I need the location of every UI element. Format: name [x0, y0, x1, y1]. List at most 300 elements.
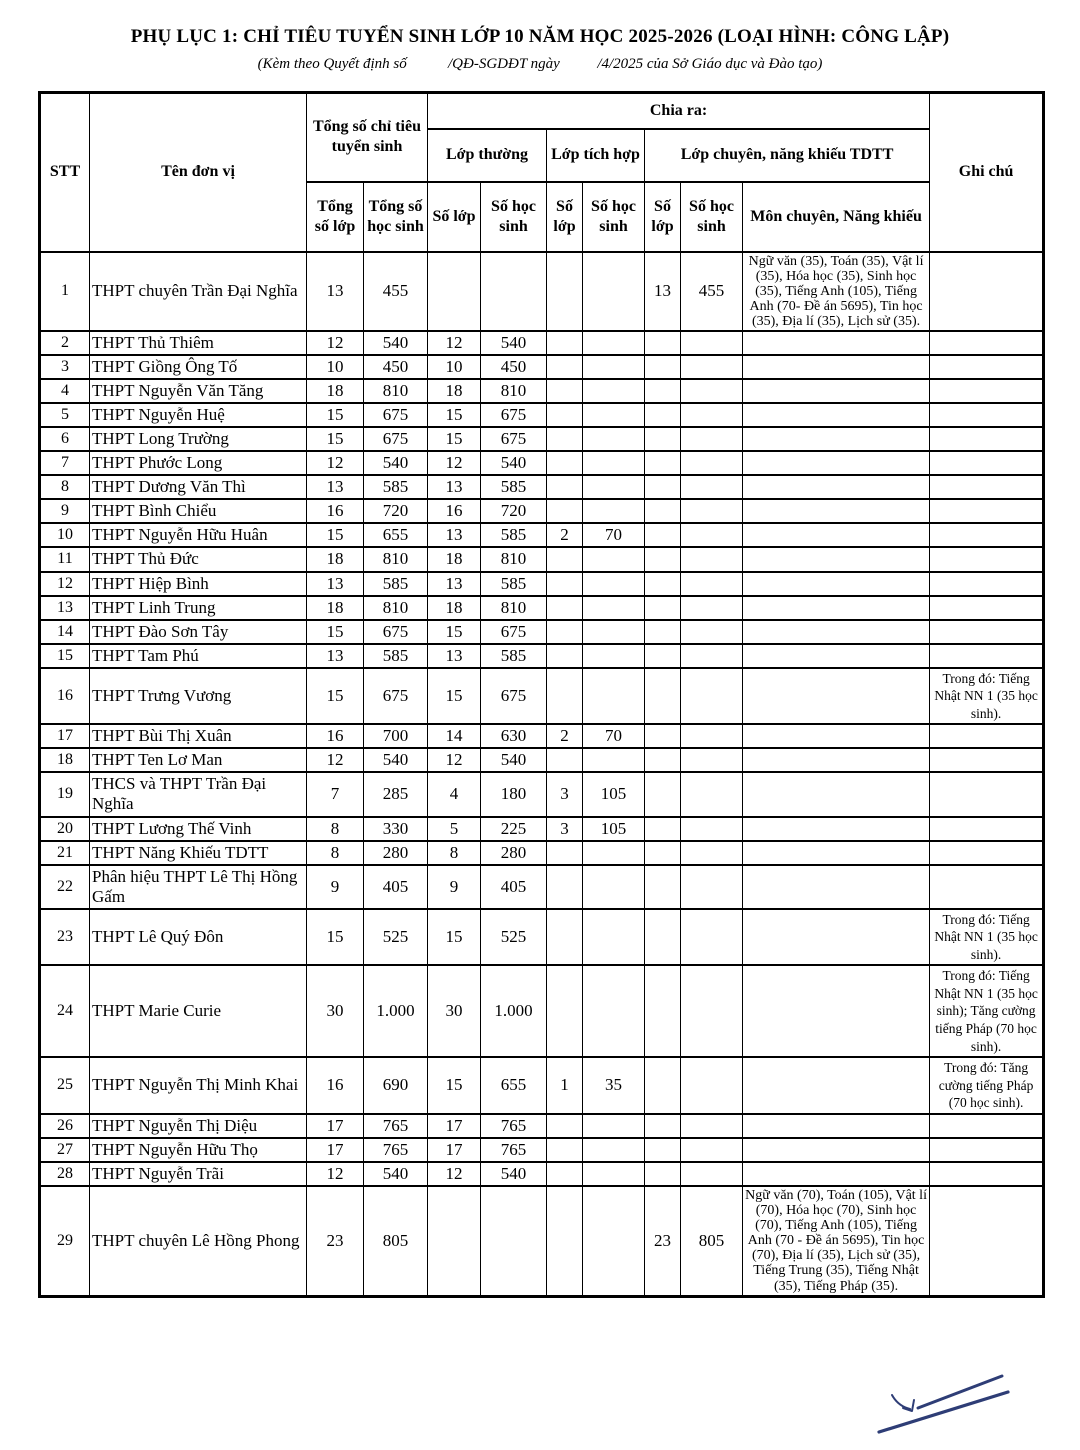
- row-note: [930, 451, 1044, 475]
- total-classes: 17: [307, 1138, 364, 1162]
- integrated-students: [583, 909, 645, 966]
- specialized-subjects: [743, 499, 930, 523]
- specialized-subjects: [743, 772, 930, 816]
- page-subtitle: (Kèm theo Quyết định số /QĐ-SGDĐT ngày /4/2025 của Sở Giáo dục và Đào tạo): [257, 56, 823, 72]
- header-specialized-classes: Số lớp: [645, 182, 681, 252]
- specialized-students: [681, 748, 743, 772]
- specialized-students: [681, 355, 743, 379]
- regular-students: 655: [481, 1057, 547, 1114]
- total-classes: 13: [307, 644, 364, 668]
- total-classes: 15: [307, 620, 364, 644]
- row-number: 14: [40, 620, 90, 644]
- integrated-classes: [547, 331, 583, 355]
- regular-classes: 12: [428, 451, 481, 475]
- regular-classes: 17: [428, 1114, 481, 1138]
- specialized-classes: [645, 748, 681, 772]
- specialized-classes: [645, 572, 681, 596]
- total-students: 675: [364, 427, 428, 451]
- row-number: 12: [40, 572, 90, 596]
- table-row: [40, 668, 1044, 725]
- school-name: THPT Bùi Thị Xuân: [90, 724, 307, 748]
- specialized-classes: [645, 427, 681, 451]
- total-students: 810: [364, 596, 428, 620]
- school-name: THPT Ten Lơ Man: [90, 748, 307, 772]
- specialized-subjects: [743, 724, 930, 748]
- regular-classes: 18: [428, 547, 481, 571]
- regular-students: 810: [481, 379, 547, 403]
- header-specialized-students: Số học sinh: [681, 182, 743, 252]
- integrated-students: [583, 379, 645, 403]
- integrated-students: [583, 1114, 645, 1138]
- specialized-subjects: [743, 547, 930, 571]
- integrated-classes: [547, 252, 583, 332]
- total-classes: 15: [307, 403, 364, 427]
- specialized-classes: [645, 909, 681, 966]
- total-students: 285: [364, 772, 428, 816]
- row-note: [930, 252, 1044, 332]
- table-row: [40, 1057, 1044, 1114]
- row-number: 8: [40, 475, 90, 499]
- specialized-students: [681, 1057, 743, 1114]
- total-students: 455: [364, 252, 428, 332]
- specialized-subjects: [743, 427, 930, 451]
- regular-classes: 15: [428, 668, 481, 725]
- regular-classes: 4: [428, 772, 481, 816]
- regular-classes: 13: [428, 644, 481, 668]
- total-classes: 13: [307, 572, 364, 596]
- integrated-students: [583, 1138, 645, 1162]
- total-classes: 16: [307, 499, 364, 523]
- specialized-subjects: [743, 1138, 930, 1162]
- table-row: [40, 865, 1044, 909]
- row-number: 2: [40, 331, 90, 355]
- total-classes: 15: [307, 523, 364, 547]
- total-students: 280: [364, 841, 428, 865]
- regular-students: 765: [481, 1138, 547, 1162]
- header-unit-name: Tên đơn vị: [90, 93, 307, 252]
- integrated-students: [583, 547, 645, 571]
- integrated-classes: [547, 620, 583, 644]
- integrated-students: [583, 865, 645, 909]
- row-number: 9: [40, 499, 90, 523]
- regular-students: 675: [481, 403, 547, 427]
- integrated-classes: 2: [547, 523, 583, 547]
- table-row: [40, 965, 1044, 1057]
- integrated-students: [583, 965, 645, 1057]
- total-students: 525: [364, 909, 428, 966]
- specialized-subjects: [743, 523, 930, 547]
- school-name: THPT Tam Phú: [90, 644, 307, 668]
- regular-classes: 10: [428, 355, 481, 379]
- integrated-classes: [547, 1162, 583, 1186]
- table-row: [40, 1138, 1044, 1162]
- regular-students: 180: [481, 772, 547, 816]
- integrated-classes: [547, 475, 583, 499]
- table-row: [40, 596, 1044, 620]
- total-students: 540: [364, 748, 428, 772]
- regular-classes: 15: [428, 1057, 481, 1114]
- specialized-students: [681, 403, 743, 427]
- specialized-students: [681, 499, 743, 523]
- school-name: THPT Nguyễn Thị Minh Khai: [90, 1057, 307, 1114]
- table-row: [40, 379, 1044, 403]
- total-classes: 15: [307, 909, 364, 966]
- header-integrated-students: Số học sinh: [583, 182, 645, 252]
- school-name: THPT Phước Long: [90, 451, 307, 475]
- regular-students: 525: [481, 909, 547, 966]
- row-note: [930, 596, 1044, 620]
- total-students: 585: [364, 572, 428, 596]
- specialized-classes: 13: [645, 252, 681, 332]
- school-name: THPT Marie Curie: [90, 965, 307, 1057]
- specialized-students: 805: [681, 1186, 743, 1296]
- integrated-classes: [547, 427, 583, 451]
- row-note: [930, 620, 1044, 644]
- integrated-classes: [547, 572, 583, 596]
- specialized-subjects: [743, 475, 930, 499]
- header-breakdown: Chia ra:: [428, 93, 930, 129]
- row-number: 20: [40, 817, 90, 841]
- handwritten-signature: [852, 1363, 1027, 1445]
- specialized-classes: [645, 644, 681, 668]
- specialized-students: [681, 427, 743, 451]
- specialized-students: [681, 572, 743, 596]
- total-classes: 15: [307, 427, 364, 451]
- row-note: Trong đó: Tiếng Nhật NN 1 (35 học sinh); Tăng cường tiếng Pháp (70 học sinh).: [930, 965, 1044, 1057]
- specialized-subjects: [743, 355, 930, 379]
- regular-classes: 13: [428, 523, 481, 547]
- row-note: [930, 1162, 1044, 1186]
- regular-students: 540: [481, 1162, 547, 1186]
- regular-classes: 16: [428, 499, 481, 523]
- row-note: [930, 841, 1044, 865]
- integrated-students: 35: [583, 1057, 645, 1114]
- total-classes: 12: [307, 748, 364, 772]
- specialized-students: [681, 547, 743, 571]
- row-note: [930, 379, 1044, 403]
- row-note: [930, 523, 1044, 547]
- specialized-subjects: [743, 403, 930, 427]
- regular-classes: 14: [428, 724, 481, 748]
- header-integrated-class: Lớp tích hợp: [547, 129, 645, 182]
- specialized-subjects: [743, 451, 930, 475]
- row-number: 24: [40, 965, 90, 1057]
- row-note: [930, 1138, 1044, 1162]
- school-name: THPT Dương Văn Thì: [90, 475, 307, 499]
- header-regular-students: Số học sinh: [481, 182, 547, 252]
- school-name: THPT Nguyễn Thị Diệu: [90, 1114, 307, 1138]
- integrated-students: [583, 644, 645, 668]
- total-classes: 13: [307, 252, 364, 332]
- table-header: [40, 93, 1044, 252]
- row-number: 13: [40, 596, 90, 620]
- row-note: [930, 724, 1044, 748]
- total-classes: 18: [307, 596, 364, 620]
- integrated-classes: [547, 499, 583, 523]
- regular-classes: 5: [428, 817, 481, 841]
- signature-strokes: [879, 1376, 1008, 1432]
- specialized-subjects: [743, 620, 930, 644]
- integrated-classes: 3: [547, 817, 583, 841]
- row-note: [930, 865, 1044, 909]
- integrated-classes: [547, 644, 583, 668]
- specialized-students: [681, 379, 743, 403]
- integrated-classes: [547, 909, 583, 966]
- integrated-classes: 1: [547, 1057, 583, 1114]
- specialized-subjects: [743, 1114, 930, 1138]
- total-classes: 12: [307, 451, 364, 475]
- total-students: 540: [364, 331, 428, 355]
- row-number: 4: [40, 379, 90, 403]
- integrated-students: [583, 1162, 645, 1186]
- integrated-classes: [547, 668, 583, 725]
- table-row: [40, 331, 1044, 355]
- regular-students: 405: [481, 865, 547, 909]
- integrated-students: 105: [583, 772, 645, 816]
- regular-classes: 12: [428, 331, 481, 355]
- regular-classes: 15: [428, 403, 481, 427]
- regular-classes: 15: [428, 620, 481, 644]
- integrated-classes: [547, 865, 583, 909]
- specialized-classes: [645, 499, 681, 523]
- regular-students: 585: [481, 644, 547, 668]
- school-name: THCS và THPT Trần Đại Nghĩa: [90, 772, 307, 816]
- table-row: [40, 355, 1044, 379]
- header-specialized-class: Lớp chuyên, năng khiếu TDTT: [645, 129, 930, 182]
- table-row: [40, 909, 1044, 966]
- specialized-students: [681, 620, 743, 644]
- page-title: PHỤ LỤC 1: CHỈ TIÊU TUYỂN SINH LỚP 10 NĂM HỌC 2025-2026 (LOẠI HÌNH: CÔNG LẬP): [130, 26, 950, 47]
- integrated-students: [583, 499, 645, 523]
- table-row: [40, 475, 1044, 499]
- school-name: THPT Lê Quý Đôn: [90, 909, 307, 966]
- integrated-classes: [547, 965, 583, 1057]
- school-name: THPT Nguyễn Văn Tăng: [90, 379, 307, 403]
- integrated-classes: 2: [547, 724, 583, 748]
- integrated-students: 70: [583, 724, 645, 748]
- regular-students: [481, 1186, 547, 1296]
- total-students: 540: [364, 1162, 428, 1186]
- row-note: [930, 644, 1044, 668]
- total-students: 675: [364, 668, 428, 725]
- total-students: 1.000: [364, 965, 428, 1057]
- row-note: [930, 572, 1044, 596]
- specialized-classes: [645, 355, 681, 379]
- specialized-subjects: [743, 572, 930, 596]
- table-row: [40, 1186, 1044, 1296]
- integrated-classes: [547, 1186, 583, 1296]
- integrated-classes: [547, 403, 583, 427]
- row-note: [930, 1114, 1044, 1138]
- total-classes: 10: [307, 355, 364, 379]
- total-students: 330: [364, 817, 428, 841]
- total-classes: 12: [307, 331, 364, 355]
- school-name: THPT Năng Khiếu TDTT: [90, 841, 307, 865]
- table-row: [40, 724, 1044, 748]
- specialized-classes: [645, 1162, 681, 1186]
- total-classes: 8: [307, 841, 364, 865]
- regular-classes: 18: [428, 379, 481, 403]
- table-row: [40, 523, 1044, 547]
- regular-classes: 15: [428, 909, 481, 966]
- specialized-subjects: [743, 748, 930, 772]
- specialized-students: 455: [681, 252, 743, 332]
- row-number: 15: [40, 644, 90, 668]
- regular-classes: 30: [428, 965, 481, 1057]
- regular-classes: 8: [428, 841, 481, 865]
- regular-students: 810: [481, 547, 547, 571]
- table-row: [40, 644, 1044, 668]
- total-students: 655: [364, 523, 428, 547]
- specialized-students: [681, 817, 743, 841]
- specialized-students: [681, 909, 743, 966]
- integrated-classes: [547, 451, 583, 475]
- school-name: THPT Hiệp Bình: [90, 572, 307, 596]
- header-regular-classes: Số lớp: [428, 182, 481, 252]
- integrated-students: [583, 355, 645, 379]
- row-note: [930, 403, 1044, 427]
- header-specialized-subjects: Môn chuyên, Năng khiếu: [743, 182, 930, 252]
- row-number: 28: [40, 1162, 90, 1186]
- row-note: [930, 772, 1044, 816]
- regular-students: 540: [481, 331, 547, 355]
- table-row: [40, 748, 1044, 772]
- total-classes: 15: [307, 668, 364, 725]
- specialized-students: [681, 668, 743, 725]
- specialized-classes: [645, 668, 681, 725]
- integrated-students: [583, 451, 645, 475]
- row-number: 25: [40, 1057, 90, 1114]
- specialized-subjects: [743, 865, 930, 909]
- specialized-students: [681, 523, 743, 547]
- row-note: [930, 331, 1044, 355]
- table-row: [40, 427, 1044, 451]
- total-classes: 16: [307, 1057, 364, 1114]
- regular-students: 675: [481, 427, 547, 451]
- regular-students: 810: [481, 596, 547, 620]
- regular-students: 585: [481, 475, 547, 499]
- regular-students: 540: [481, 748, 547, 772]
- integrated-classes: [547, 748, 583, 772]
- table-row: [40, 547, 1044, 571]
- row-note: [930, 427, 1044, 451]
- integrated-classes: [547, 1138, 583, 1162]
- integrated-students: [583, 331, 645, 355]
- specialized-subjects: Ngữ văn (70), Toán (105), Vật lí (70), Hóa học (70), Sinh học (70), Tiếng Anh (105), Tiếng Anh (70 - Đề án 5695), Tin học (70), Địa lí (35), Lịch sử (35), Tiếng Trung (35), Tiếng Nhật (35), Tiếng Pháp (35).: [743, 1186, 930, 1296]
- total-students: 450: [364, 355, 428, 379]
- regular-students: 585: [481, 572, 547, 596]
- integrated-classes: [547, 841, 583, 865]
- specialized-classes: [645, 1057, 681, 1114]
- total-students: 690: [364, 1057, 428, 1114]
- integrated-students: [583, 596, 645, 620]
- integrated-students: [583, 841, 645, 865]
- row-note: Trong đó: Tiếng Nhật NN 1 (35 học sinh).: [930, 668, 1044, 725]
- regular-classes: 15: [428, 427, 481, 451]
- total-students: 585: [364, 644, 428, 668]
- school-name: THPT chuyên Lê Hồng Phong: [90, 1186, 307, 1296]
- specialized-classes: 23: [645, 1186, 681, 1296]
- regular-classes: 12: [428, 748, 481, 772]
- total-students: 700: [364, 724, 428, 748]
- specialized-classes: [645, 724, 681, 748]
- table-row: [40, 451, 1044, 475]
- specialized-classes: [645, 817, 681, 841]
- total-classes: 13: [307, 475, 364, 499]
- integrated-students: [583, 748, 645, 772]
- specialized-subjects: [743, 379, 930, 403]
- integrated-students: 105: [583, 817, 645, 841]
- regular-classes: 17: [428, 1138, 481, 1162]
- regular-students: 675: [481, 668, 547, 725]
- total-students: 720: [364, 499, 428, 523]
- row-number: 17: [40, 724, 90, 748]
- header-integrated-classes: Số lớp: [547, 182, 583, 252]
- specialized-subjects: [743, 909, 930, 966]
- integrated-classes: 3: [547, 772, 583, 816]
- integrated-students: [583, 668, 645, 725]
- total-classes: 17: [307, 1114, 364, 1138]
- specialized-classes: [645, 547, 681, 571]
- school-name: THPT Trưng Vương: [90, 668, 307, 725]
- table-row: [40, 620, 1044, 644]
- specialized-classes: [645, 620, 681, 644]
- regular-students: 585: [481, 523, 547, 547]
- specialized-subjects: Ngữ văn (35), Toán (35), Vật lí (35), Hóa học (35), Sinh học (35), Tiếng Anh (105), Tiếng Anh (70- Đề án 5695), Tin học (35), Địa lí (35), Lịch sử (35).: [743, 252, 930, 332]
- table-row: [40, 403, 1044, 427]
- header-regular-class: Lớp thường: [428, 129, 547, 182]
- row-note: [930, 1186, 1044, 1296]
- total-classes: 16: [307, 724, 364, 748]
- specialized-students: [681, 1162, 743, 1186]
- total-students: 805: [364, 1186, 428, 1296]
- row-note: [930, 499, 1044, 523]
- specialized-students: [681, 475, 743, 499]
- integrated-students: [583, 427, 645, 451]
- total-students: 675: [364, 403, 428, 427]
- integrated-classes: [547, 1114, 583, 1138]
- total-students: 405: [364, 865, 428, 909]
- row-note: Trong đó: Tăng cường tiếng Pháp (70 học sinh).: [930, 1057, 1044, 1114]
- school-name: THPT Thủ Thiêm: [90, 331, 307, 355]
- integrated-students: [583, 403, 645, 427]
- specialized-students: [681, 965, 743, 1057]
- row-note: [930, 817, 1044, 841]
- row-number: 29: [40, 1186, 90, 1296]
- row-note: [930, 475, 1044, 499]
- row-note: Trong đó: Tiếng Nhật NN 1 (35 học sinh).: [930, 909, 1044, 966]
- quota-table: [38, 91, 1045, 1298]
- specialized-classes: [645, 1114, 681, 1138]
- school-name: THPT Lương Thế Vinh: [90, 817, 307, 841]
- regular-students: 675: [481, 620, 547, 644]
- school-name: THPT Bình Chiểu: [90, 499, 307, 523]
- specialized-classes: [645, 1138, 681, 1162]
- total-students: 810: [364, 547, 428, 571]
- integrated-classes: [547, 355, 583, 379]
- regular-students: 630: [481, 724, 547, 748]
- row-number: 11: [40, 547, 90, 571]
- integrated-classes: [547, 547, 583, 571]
- specialized-students: [681, 451, 743, 475]
- specialized-subjects: [743, 817, 930, 841]
- school-name: THPT Linh Trung: [90, 596, 307, 620]
- school-name: THPT Nguyễn Trãi: [90, 1162, 307, 1186]
- row-number: 19: [40, 772, 90, 816]
- specialized-subjects: [743, 668, 930, 725]
- regular-classes: [428, 252, 481, 332]
- row-number: 6: [40, 427, 90, 451]
